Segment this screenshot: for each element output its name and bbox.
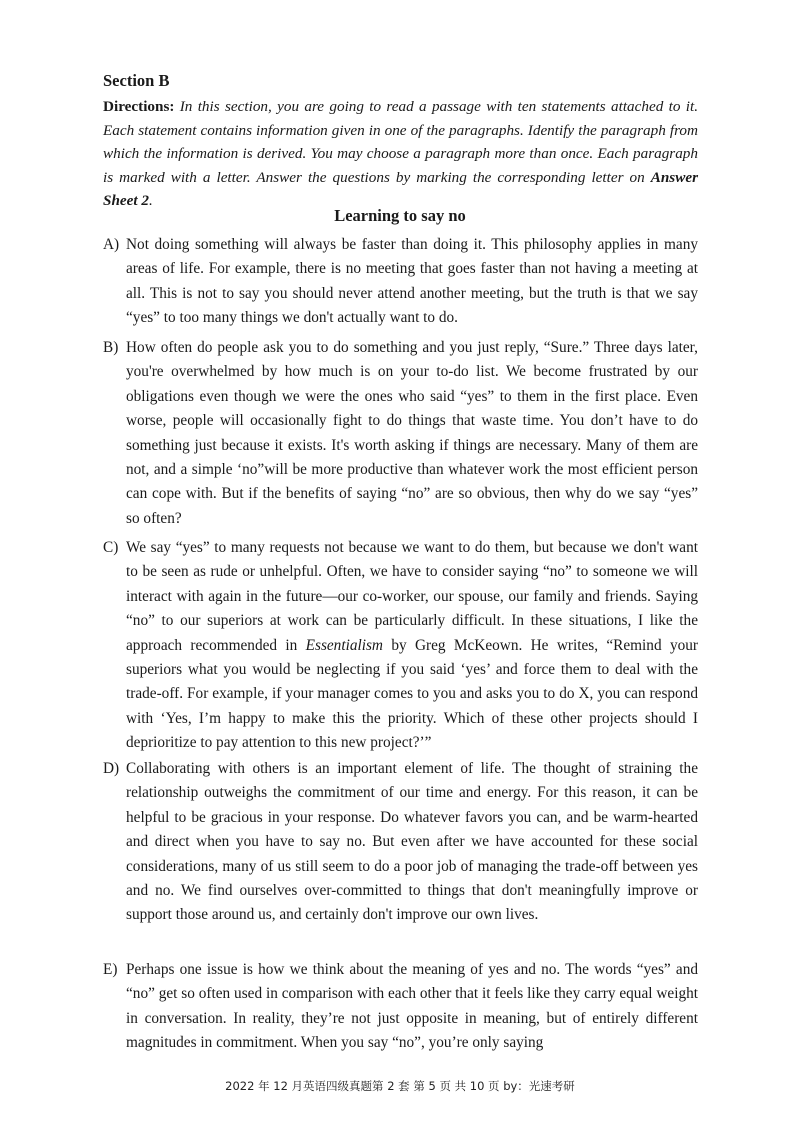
- paragraph-text: Perhaps one issue is how we think about the meaning of yes and no. The words “yes” and “no” get so often used in comparison with each other that it feels like they carry equal weight in conversation. In reality, they’re not just opposite in meaning, but of entirely different magnitudes in commitment. When you say “no”, you’re only saying: [126, 961, 698, 1052]
- paragraph-b: [103, 336, 698, 531]
- paragraph-letter: B): [103, 339, 119, 356]
- page-footer: 2022 年 12 月英语四级真题第 2 套 第 5 页 共 10 页 by：光速考研: [225, 1079, 575, 1093]
- passage-title: Learning to say no: [334, 206, 466, 225]
- paragraph-text: [126, 536, 698, 756]
- paragraph-text: Not doing something will always be faster than doing it. This philosophy applies in many areas of life. For example, there is no meeting that goes faster than not having a meeting at all. This is not to say you should never attend another meeting, but the truth is that we say “yes” to too many things we don't actually want to do.: [126, 236, 698, 327]
- paragraph-text-before: We say “yes” to many requests not because we want to do them, but because we don't want to be seen as rude or unhelpful. Often, we have to consider saying “no” to someone we will interact with again in the future—our co-worker, our spouse, our family and friends. Saying “no” to our superiors at work can be particularly difficult. In these situations, I like the approach recommended in: [126, 539, 698, 654]
- answer-sheet-reference: Answer Sheet 2: [103, 168, 698, 210]
- directions-text: In this section, you are going to read a passage with ten statements attached to it. Each statement contains information given in one of the paragraphs. Identify the paragraph from which the information is derived. You may choose a paragraph more than once. Each paragraph is marked with a letter. Answer the questions by marking the corresponding letter on: [103, 98, 698, 186]
- paragraph-c: [103, 536, 698, 756]
- paragraph-letter: C): [103, 539, 119, 556]
- directions-block: [103, 95, 698, 213]
- directions-label: Directions:: [103, 98, 175, 115]
- directions-period: .: [149, 192, 153, 210]
- paragraph-letter: D): [103, 760, 120, 777]
- paragraph-text-after: by Greg McKeown. He writes, “Remind your superiors what you would be neglecting if you said ‘yes’ and force them to deal with the trade-off. For example, if your manager comes to you and asks you to do X, you can respond with ‘Yes, I’m happy to make this the priority. Which of these other projects should I deprioritize to pay attention to this new project?’”: [126, 636, 698, 752]
- book-title: Essentialism: [305, 636, 383, 654]
- paragraph-letter: A): [103, 236, 120, 253]
- paragraph-letter: E): [103, 961, 118, 978]
- paragraph-a: [103, 233, 698, 331]
- paragraph-d: [103, 757, 698, 928]
- paragraph-text: How often do people ask you to do something and you just reply, “Sure.” Three days later, you're overwhelmed by how much is on your to-do list. We become frustrated by our obligations even though we were the ones who said “yes” to them in the first place. Even worse, people will occasionally fight to do things that waste time. You don’t have to do something just because it exists. It's worth asking if things are necessary. Many of them are not, and a simple ‘no”will be more productive than whatever work the most efficient person can cope with. But if the benefits of saying “no” are so obvious, then why do we say “yes” so often?: [126, 339, 698, 527]
- section-heading: Section B: [103, 71, 170, 90]
- paragraph-e: [103, 958, 698, 1056]
- paragraph-text: Collaborating with others is an important element of life. The thought of straining the relationship outweighs the commitment of our time and energy. For this reason, it can be helpful to be gracious in your response. Do whatever favors you can, and be warm-hearted and direct when you have to say no. But even after we have accounted for these social considerations, many of us still seem to do a poor job of managing the trade-off between yes and no. We find ourselves over-committed to things that don't meaningfully improve or support those around us, and certainly don't improve our own lives.: [126, 760, 698, 924]
